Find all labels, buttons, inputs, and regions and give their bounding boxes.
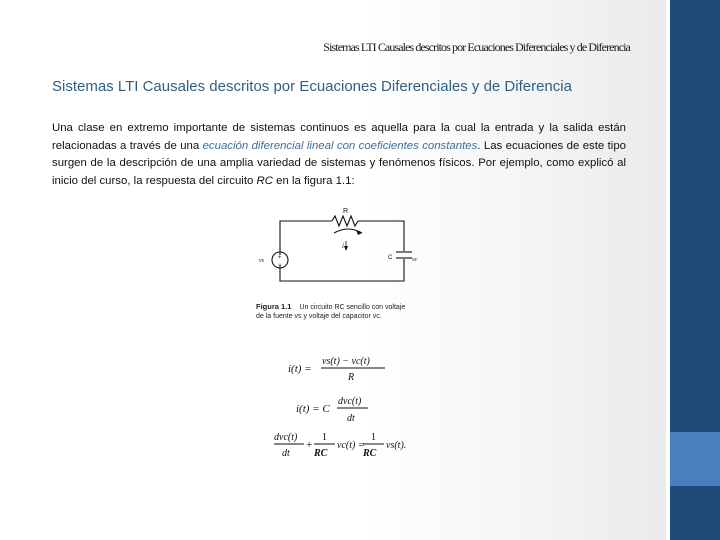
- paragraph-text-3: en la figura 1.1:: [272, 174, 355, 187]
- source-plus: +: [278, 255, 282, 261]
- equations: [274, 345, 480, 470]
- circuit-bottom-wire: [280, 259, 404, 281]
- eq3-frac1-denominator: dt: [282, 448, 290, 459]
- eq1-numerator: vs(t) − vc(t): [322, 356, 370, 367]
- eq3-frac3-numerator: 1: [371, 432, 376, 443]
- figure-caption: [256, 302, 406, 321]
- slide-heading: Sistemas LTI Causales descritos por Ecuaciones Diferenciales y de Diferencia: [52, 78, 572, 95]
- caption-text: Un circuito RC sencillo con voltaje de la fuente vs y voltaje del capacitor vc.: [256, 304, 406, 320]
- output-label: vc: [412, 257, 418, 263]
- paragraph-text-2: . Las ecuaciones de este tipo surgen de la descripción de una amplia variedad de sistemas y fenómenos físicos. Por ejemplo, como explicó al inicio del curso, la respuesta del circuito: [52, 139, 626, 187]
- slide-top-title: Sistemas LTI Causales descritos por Ecuaciones Diferenciales y de Diferencia: [323, 40, 630, 54]
- eq3-frac2-numerator: 1: [322, 432, 327, 443]
- eq3-frac2-denominator: RC: [314, 448, 328, 459]
- circuit-top-wire: [280, 221, 332, 255]
- eq2-lhs: i(t) = C: [296, 403, 330, 415]
- current-direction-head: [344, 246, 348, 251]
- source-minus: −: [278, 262, 282, 268]
- current-label: i: [342, 242, 344, 250]
- resistor-label: R: [343, 208, 349, 215]
- eq3-term: vc(t) =: [337, 440, 365, 451]
- accent-block-highlight: [670, 432, 720, 486]
- right-accent-bar: [666, 0, 720, 540]
- caption-label: Figura 1.1: [256, 302, 292, 311]
- paragraph-rc: RC: [256, 174, 273, 187]
- paragraph-emphasis: ecuación diferencial lineal con coeficientes constantes: [202, 139, 478, 152]
- eq3-rhs: vs(t).: [386, 440, 407, 451]
- source-label: vs: [259, 258, 264, 264]
- eq2-denominator: dt: [347, 413, 355, 424]
- paragraph-text-1: Una clase en extremo importante de sistemas continuos es aquella para la cual la entrada y la salida están relacionadas a través de una: [52, 122, 626, 152]
- eq3-frac3-denominator: RC: [363, 448, 377, 459]
- body-paragraph: [52, 120, 626, 190]
- resistor-zigzag: [332, 216, 358, 226]
- accent-block-bottom: [670, 486, 720, 540]
- eq1-lhs: i(t) =: [288, 363, 312, 375]
- circuit-top-right-wire: [358, 221, 404, 251]
- eq3-plus: +: [306, 439, 313, 451]
- eq2-numerator: dvc(t): [338, 396, 362, 407]
- eq1-denominator: R: [348, 372, 355, 383]
- rc-circuit-diagram: [250, 203, 420, 303]
- accent-block-top: [670, 0, 720, 432]
- eq3-frac1-numerator: dvc(t): [274, 432, 298, 443]
- capacitor-label: C: [388, 255, 393, 261]
